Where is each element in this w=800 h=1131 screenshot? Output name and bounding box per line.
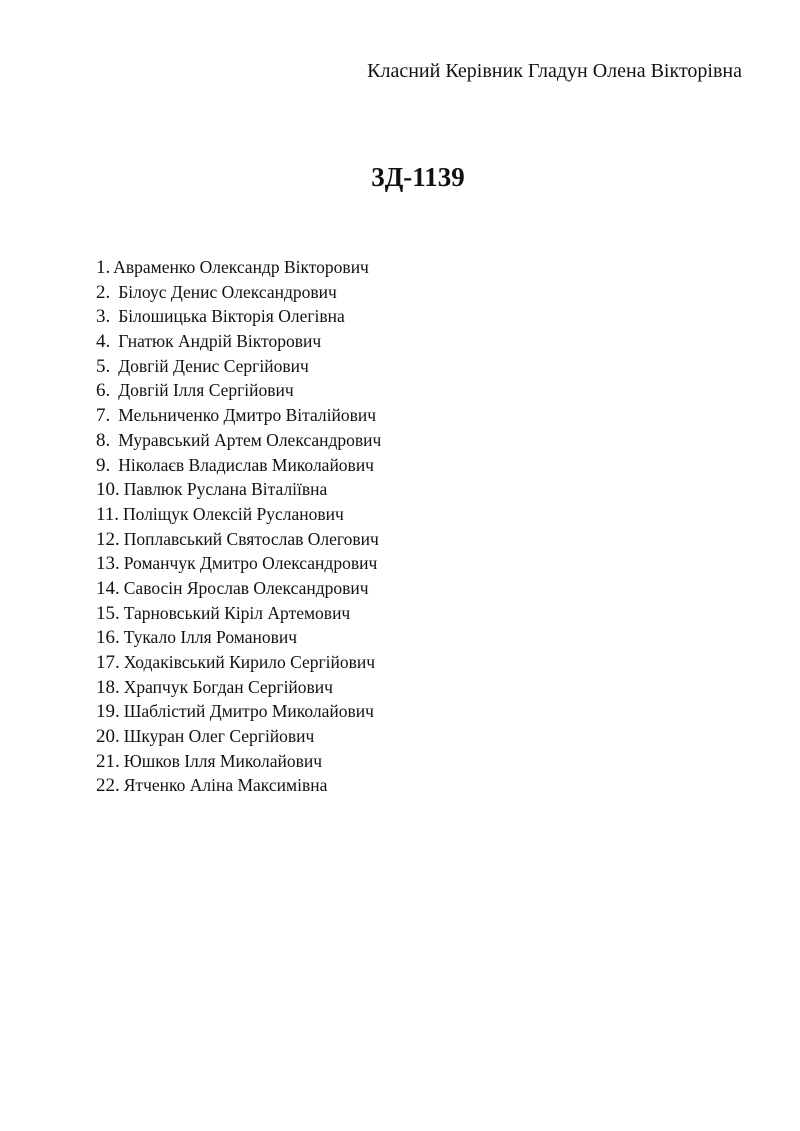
student-item [96, 724, 381, 749]
student-item [96, 576, 381, 601]
student-name: Шкуран Олег Сергійович [123, 726, 315, 747]
student-name: Ятченко Аліна Максимівна [123, 775, 328, 796]
student-number: 14. [96, 577, 120, 599]
student-item [96, 403, 381, 428]
student-number: 8. [96, 429, 111, 451]
student-name: Поліщук Олексій Русланович [123, 503, 344, 524]
student-number: 7. [96, 405, 111, 427]
student-number: 3. [96, 306, 111, 328]
student-item [96, 280, 381, 305]
student-name: Авраменко Олександр Вікторович [113, 257, 369, 277]
student-name: Мельниченко Дмитро Віталійович [118, 405, 377, 426]
student-number: 10. [96, 479, 120, 501]
student-item [96, 749, 381, 774]
student-name: Романчук Дмитро Олександрович [123, 553, 378, 574]
student-item [96, 378, 381, 403]
student-name: Юшков Ілля Миколайович [123, 750, 323, 771]
student-number: 12. [96, 528, 120, 550]
student-item [96, 601, 381, 626]
student-item [96, 329, 381, 354]
student-item [96, 502, 381, 527]
student-name: Тарновський Кіріл Артемович [123, 602, 351, 623]
student-name: Білошицька Вікторія Олегівна [118, 306, 345, 327]
student-item [96, 453, 381, 478]
student-name: Муравський Артем Олександрович [118, 429, 382, 450]
student-name: Довгій Ілля Сергійович [118, 380, 294, 401]
class-teacher-line: Класний Керівник Гладун Олена Вікторівна [367, 60, 742, 82]
student-name: Савосін Ярослав Олександрович [123, 577, 369, 598]
student-name: Довгій Денис Сергійович [118, 355, 309, 376]
student-item [96, 354, 381, 379]
student-number: 18. [96, 676, 120, 698]
student-item [96, 428, 381, 453]
student-item [96, 304, 381, 329]
student-number: 17. [96, 652, 120, 673]
student-number: 11. [96, 503, 120, 525]
student-name: Поплавський Святослав Олегович [123, 528, 379, 549]
student-list [96, 255, 381, 798]
student-number: 4. [96, 331, 111, 353]
group-title: 3Д-1139 [371, 162, 465, 192]
student-number: 5. [96, 355, 111, 377]
student-number: 19. [96, 701, 120, 723]
student-name: Тукало Ілля Романович [123, 627, 298, 648]
student-name: Павлюк Руслана Віталіївна [123, 479, 328, 500]
student-number: 20. [96, 726, 120, 748]
student-name: Білоус Денис Олександрович [118, 281, 337, 302]
student-item [96, 255, 381, 280]
student-name: Гнатюк Андрій Вікторович [118, 331, 322, 352]
student-item [96, 625, 381, 650]
student-name: Ніколаєв Владислав Миколайович [118, 454, 374, 475]
student-number: 13. [96, 553, 120, 575]
student-number: 6. [96, 380, 111, 402]
student-item [96, 527, 381, 552]
student-item [96, 477, 381, 502]
student-number: 2. [96, 281, 111, 303]
student-number: 22. [96, 775, 120, 797]
student-number: 15. [96, 602, 120, 624]
student-item [96, 650, 381, 675]
student-number: 1. [96, 257, 111, 278]
student-number: 9. [96, 454, 111, 476]
student-item [96, 551, 381, 576]
student-name: Шаблістий Дмитро Миколайович [123, 701, 374, 722]
student-name: Ходаківський Кирило Сергійович [123, 652, 376, 672]
student-item [96, 773, 381, 798]
student-number: 16. [96, 627, 120, 649]
student-item [96, 699, 381, 724]
student-number: 21. [96, 750, 120, 772]
student-item [96, 675, 381, 700]
student-name: Храпчук Богдан Сергійович [123, 676, 333, 697]
